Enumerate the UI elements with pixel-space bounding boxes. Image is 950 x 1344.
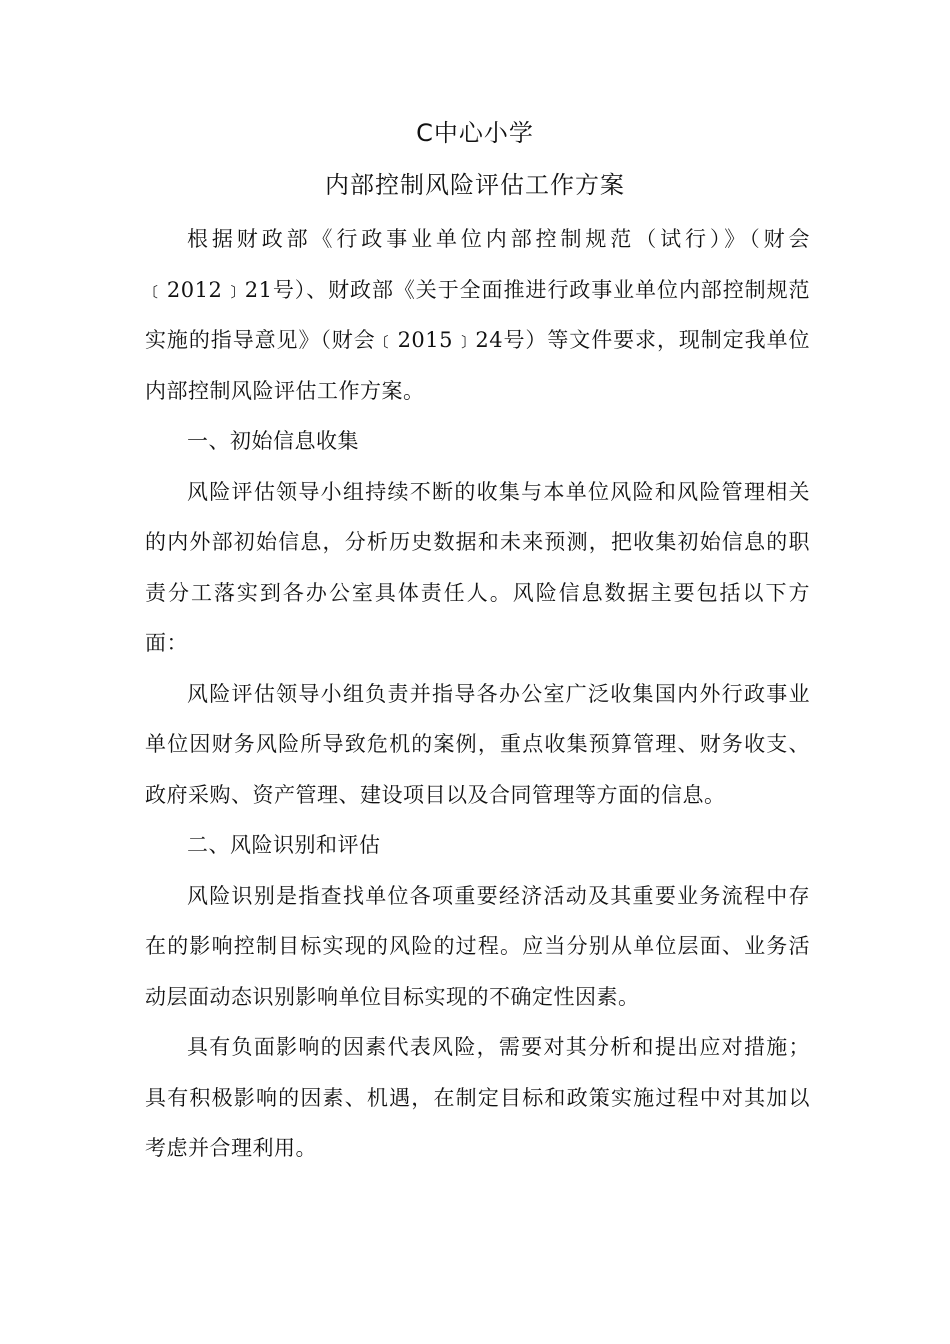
document-body bbox=[145, 214, 810, 1174]
section-heading-2: 二、风险识别和评估 bbox=[187, 833, 381, 857]
document-title: 内部控制风险评估工作方案 bbox=[325, 171, 625, 199]
intro-paragraph: 根据财政部《行政事业单位内部控制规范（试行）》（财会﹝2012﹞21号）、财政部《关于全面推进行政事业单位内部控制规范实施的指导意见》（财会﹝2015﹞24号）等文件要求，现制定我单位内部控制风险评估工作方案。 bbox=[145, 227, 810, 403]
section-2-paragraph-1: 风险识别是指查找单位各项重要经济活动及其重要业务流程中存在的影响控制目标实现的风险的过程。应当分别从单位层面、业务活动层面动态识别影响单位目标实现的不确定性因素。 bbox=[145, 883, 810, 1009]
section-1-paragraph-2: 风险评估领导小组负责并指导各办公室广泛收集国内外行政事业单位因财务风险所导致危机的案例，重点收集预算管理、财务收支、政府采购、资产管理、建设项目以及合同管理等方面的信息。 bbox=[145, 681, 810, 807]
section-2-paragraph-2: 具有负面影响的因素代表风险，需要对其分析和提出应对措施；具有积极影响的因素、机遇，在制定目标和政策实施过程中对其加以考虑并合理利用。 bbox=[145, 1035, 810, 1160]
section-1-paragraph-1: 风险评估领导小组持续不断的收集与本单位风险和风险管理相关的内外部初始信息，分析历史数据和未来预测，把收集初始信息的职责分工落实到各办公室具体责任人。风险信息数据主要包括以下方面： bbox=[145, 479, 810, 655]
school-name-title: C中心小学 bbox=[416, 119, 534, 147]
section-heading-1: 一、初始信息收集 bbox=[187, 429, 359, 453]
